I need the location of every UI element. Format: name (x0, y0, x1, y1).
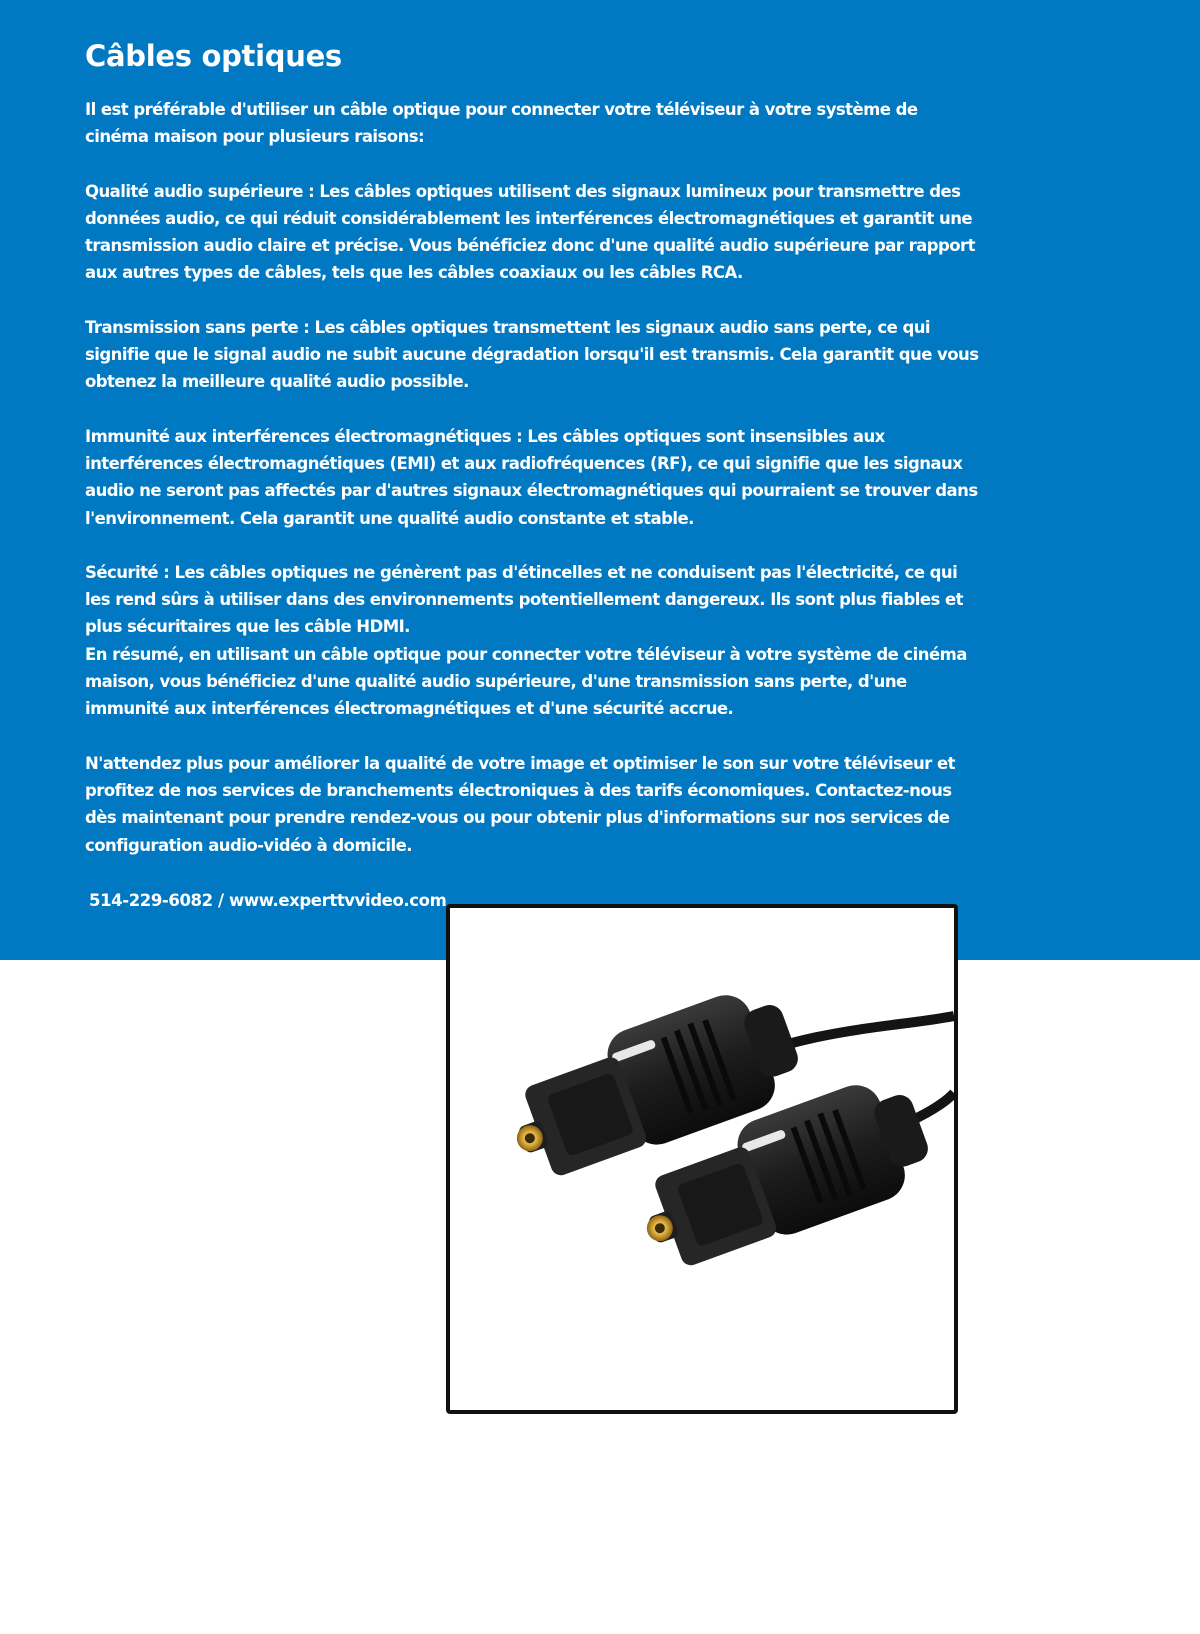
paragraph-quality: Qualité audio supérieure : Les câbles optiques utilisent des signaux lumineux pour transmettre des données audio, ce qui réduit considérablement les interférences électromagnétiques et garantit une transmission audio claire et précise. Vous bénéficiez donc d'une qualité audio supérieure par rapport aux autres types de câbles, tels que les câbles coaxiaux ou les câbles RCA. (85, 181, 975, 283)
page-title: Câbles optiques (85, 39, 342, 73)
paragraph-summary: En résumé, en utilisant un câble optique pour connecter votre téléviseur à votre système de cinéma maison, vous bénéficiez d'une qualité audio supérieure, d'une transmission sans perte, d'une immunité aux interférences électromagnétiques et d'une sécurité accrue. (85, 644, 967, 719)
paragraph-lossless: Transmission sans perte : Les câbles optiques transmettent les signaux audio sans perte, ce qui signifie que le signal audio ne subit aucune dégradation lorsqu'il est transmis. Cela garantit que vous obtenez la meilleure qualité audio possible. (85, 317, 979, 392)
article-content (85, 34, 985, 886)
optical-cable-photo (446, 904, 958, 1414)
contact-line: 514-229-6082 / www.experttvvideo.com (89, 891, 447, 910)
paragraph-call-to-action: N'attendez plus pour améliorer la qualité de votre image et optimiser le son sur votre téléviseur et profitez de nos services de branchements électroniques à des tarifs économiques. Contactez-nous dès maintenant pour prendre rendez-vous ou pour obtenir plus d'informations sur nos services de configuration audio-vidéo à domicile. (85, 753, 955, 855)
paragraph-immunity: Immunité aux interférences électromagnétiques : Les câbles optiques sont insensibles aux interférences électromagnétiques (EMI) et aux radiofréquences (RF), ce qui signifie que les signaux audio ne seront pas affectés par d'autres signaux électromagnétiques qui pourraient se trouver dans l'environnement. Cela garantit une qualité audio constante et stable. (85, 426, 978, 528)
paragraph-safety: Sécurité : Les câbles optiques ne génèrent pas d'étincelles et ne conduisent pas l'électricité, ce qui les rend sûrs à utiliser dans des environnements potentiellement dangereux. Ils sont plus fiables et plus sécuritaires que les câble HDMI. (85, 562, 963, 637)
optical-connectors-illustration (450, 908, 954, 1410)
paragraph-intro: Il est préférable d'utiliser un câble optique pour connecter votre téléviseur à votre système de cinéma maison pour plusieurs raisons: (85, 100, 918, 147)
